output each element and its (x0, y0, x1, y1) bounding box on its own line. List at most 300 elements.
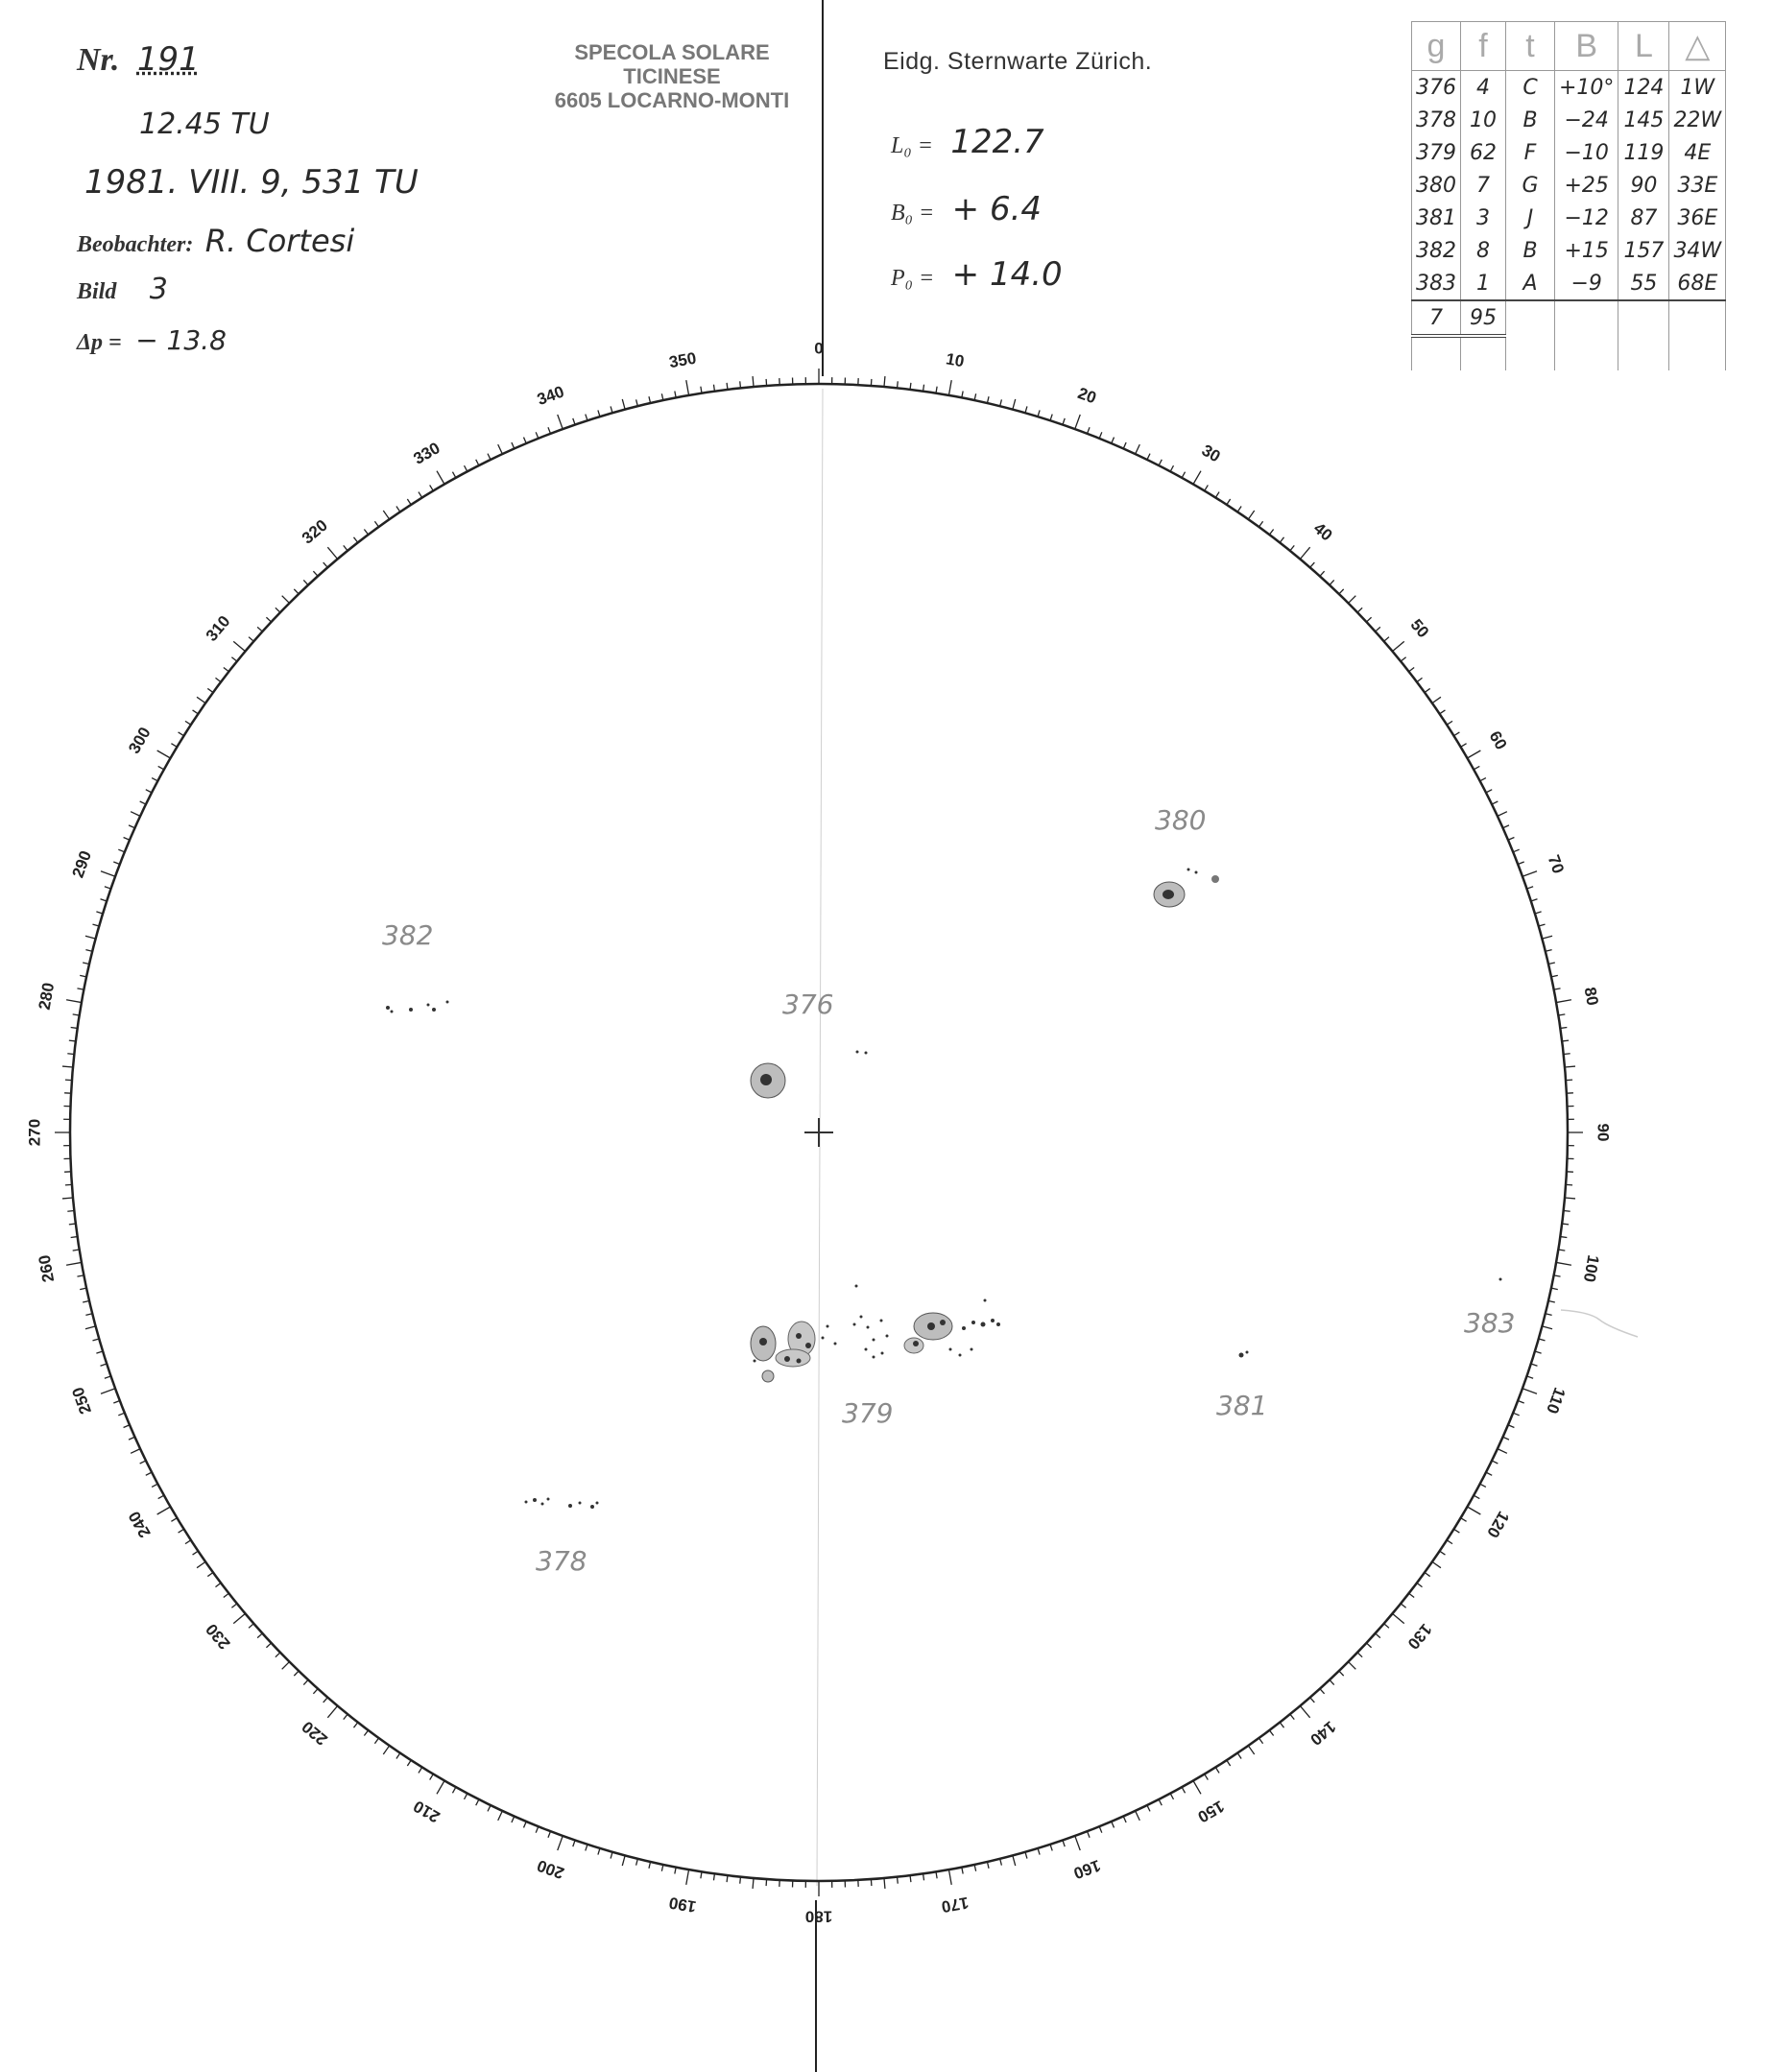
degree-tick (113, 1401, 120, 1404)
degree-label: 140 (1307, 1717, 1340, 1750)
sunspot-group-380 (1154, 869, 1219, 908)
observer-label: Beobachter: (77, 232, 194, 257)
degree-tick (598, 410, 600, 417)
degree-tick (1480, 1484, 1486, 1487)
degree-tick (1269, 529, 1273, 535)
degree-tick (158, 1495, 164, 1498)
degree-tick (257, 627, 262, 631)
degree-tick (611, 1852, 612, 1859)
degree-tick (649, 1862, 651, 1869)
degree-tick (96, 912, 103, 914)
total-groups: 7 (1412, 300, 1461, 336)
degree-tick (1193, 471, 1201, 485)
degree-tick (1551, 975, 1558, 976)
label-group-378: 378 (536, 1545, 587, 1577)
degree-tick (1513, 1413, 1519, 1416)
degree-tick (636, 399, 638, 406)
nr-value: 191 (136, 40, 200, 79)
degree-tick (131, 812, 140, 817)
sunspot-group-376 (751, 1051, 868, 1099)
degree-tick (1215, 492, 1219, 498)
cell-l: 119 (1618, 136, 1669, 169)
degree-tick (67, 1054, 74, 1055)
degree-tick (152, 778, 157, 781)
degree-tick (1088, 427, 1091, 434)
degree-tick (1384, 637, 1389, 642)
degree-tick (661, 393, 662, 400)
cell-g: 376 (1412, 71, 1461, 105)
degree-tick (1159, 460, 1162, 465)
degree-tick (364, 529, 368, 535)
degree-tick (383, 511, 389, 519)
degree-tick (1518, 1401, 1524, 1404)
degree-tick (1503, 825, 1509, 828)
degree-tick (1432, 1561, 1441, 1567)
degree-tick (294, 589, 299, 594)
degree-tick (1310, 1698, 1315, 1703)
degree-label: 180 (804, 1907, 833, 1926)
degree-tick (1393, 1613, 1404, 1623)
degree-tick (1088, 1831, 1091, 1838)
degree-tick (611, 406, 612, 413)
cell-b: −10 (1555, 136, 1618, 169)
degree-tick (419, 492, 422, 498)
degree-tick (1417, 1583, 1423, 1586)
degree-tick (324, 1698, 328, 1703)
degree-tick (536, 1826, 539, 1832)
sunspot-group-378 (525, 1498, 599, 1510)
degree-label: 200 (534, 1855, 567, 1883)
degree-tick (465, 1794, 467, 1799)
degree-tick (1425, 688, 1430, 692)
degree-tick (636, 1859, 638, 1866)
degree-tick (1565, 1198, 1575, 1199)
cell-delta: 36E (1669, 202, 1726, 234)
degree-tick (586, 415, 587, 421)
pencil-mark (1561, 1310, 1638, 1337)
observatory-name: Eidg. Sternwarte Zürich. (883, 48, 1153, 75)
degree-tick (105, 887, 111, 889)
degree-tick (185, 721, 191, 725)
degree-tick (179, 1529, 184, 1533)
cell-l: 145 (1618, 104, 1669, 136)
degree-tick (452, 1787, 455, 1793)
degree-tick (430, 1774, 434, 1780)
degree-tick (1376, 1633, 1380, 1638)
cell-t: C (1506, 71, 1555, 105)
degree-tick (62, 1198, 73, 1199)
cell-delta: 34W (1669, 234, 1726, 267)
nr-label: Nr. (77, 42, 120, 78)
degree-tick (1205, 485, 1209, 490)
degree-tick (987, 396, 989, 403)
degree-tick (266, 617, 271, 622)
degree-tick (118, 849, 124, 852)
degree-tick (80, 1288, 86, 1289)
cell-f: 4 (1461, 71, 1506, 105)
degree-tick (313, 1689, 318, 1694)
degree-tick (1205, 1774, 1209, 1780)
degree-tick (1013, 399, 1016, 410)
degree-tick (383, 1746, 389, 1754)
degree-tick (1170, 1794, 1173, 1799)
degree-label: 50 (1406, 615, 1433, 642)
degree-tick (374, 521, 378, 527)
degree-tick (1401, 657, 1405, 661)
degree-tick (1300, 547, 1309, 559)
degree-tick (207, 1572, 213, 1576)
cell-l: 87 (1618, 202, 1669, 234)
degree-tick (1063, 1841, 1065, 1847)
institution-line-1: SPECOLA SOLARE (574, 40, 770, 64)
degree-tick (1522, 871, 1537, 876)
degree-tick (598, 1848, 600, 1855)
degree-tick (573, 1841, 575, 1847)
degree-tick (1050, 1845, 1052, 1851)
cell-b: −24 (1555, 104, 1618, 136)
degree-tick (101, 1389, 115, 1393)
degree-tick (67, 1211, 74, 1212)
degree-label: 0 (814, 339, 824, 358)
degree-tick (523, 1822, 526, 1827)
degree-tick (1546, 1314, 1552, 1316)
degree-tick (1513, 849, 1519, 852)
degree-tick (465, 465, 467, 471)
degree-tick (1063, 418, 1065, 425)
degree-tick (661, 1865, 662, 1871)
label-group-383: 383 (1464, 1307, 1516, 1339)
degree-tick (1527, 1376, 1534, 1378)
degree-tick (498, 444, 503, 454)
cell-g: 378 (1412, 104, 1461, 136)
cell-b: +10° (1555, 71, 1618, 105)
degree-label: 250 (68, 1384, 96, 1417)
degree-tick (353, 537, 357, 543)
degree-tick (146, 1472, 152, 1475)
degree-tick (69, 1224, 76, 1225)
cell-g: 381 (1412, 202, 1461, 234)
degree-tick (1269, 1730, 1273, 1736)
degree-tick (1518, 862, 1524, 865)
degree-label: 160 (1070, 1855, 1104, 1883)
degree-tick (1535, 1351, 1542, 1353)
degree-label: 300 (125, 724, 155, 757)
b0-value: + 6.4 (951, 190, 1043, 228)
degree-tick (1548, 1300, 1555, 1302)
degree-tick (344, 545, 348, 550)
degree-tick (257, 1633, 262, 1638)
degree-label: 70 (1544, 852, 1568, 876)
cell-g: 379 (1412, 136, 1461, 169)
l0-value: 122.7 (950, 123, 1044, 161)
degree-tick (1564, 1211, 1570, 1212)
degree-tick (1000, 399, 1002, 406)
degree-tick (1376, 627, 1380, 631)
b0-label: B₀ = (891, 201, 935, 226)
degree-tick (1025, 406, 1027, 413)
degree-tick (224, 1593, 229, 1597)
degree-tick (437, 471, 444, 485)
cell-b: +15 (1555, 234, 1618, 267)
cell-g: 382 (1412, 234, 1461, 267)
degree-label: 110 (1543, 1385, 1570, 1417)
degree-tick (430, 485, 434, 490)
degree-label: 90 (1594, 1123, 1613, 1142)
degree-label: 230 (202, 1620, 234, 1654)
degree-label: 270 (25, 1118, 44, 1147)
cell-b: −9 (1555, 267, 1618, 300)
degree-tick (1539, 1339, 1546, 1341)
degree-tick (1290, 545, 1294, 550)
degree-tick (1123, 442, 1126, 448)
degree-tick (1503, 1437, 1509, 1440)
degree-tick (1339, 1671, 1344, 1676)
degree-tick (1508, 837, 1514, 840)
cell-delta: 1W (1669, 71, 1726, 105)
time-value: 12.45 TU (139, 107, 270, 141)
degree-tick (1280, 537, 1283, 543)
degree-tick (1330, 580, 1334, 584)
degree-tick (101, 1364, 108, 1366)
degree-tick (131, 1449, 140, 1454)
cell-l: 157 (1618, 234, 1669, 267)
cell-t: B (1506, 234, 1555, 267)
degree-label: 340 (534, 382, 567, 410)
degree-tick (1000, 1859, 1002, 1866)
degree-tick (910, 1875, 911, 1882)
degree-tick (233, 1613, 245, 1623)
degree-tick (1409, 667, 1415, 671)
degree-label: 80 (1580, 986, 1602, 1008)
degree-tick (1548, 963, 1555, 965)
bild-value: 3 (149, 273, 168, 306)
degree-tick (407, 1760, 411, 1766)
degree-label: 30 (1198, 441, 1224, 466)
label-group-382: 382 (382, 919, 434, 951)
degree-tick (1417, 678, 1423, 681)
degree-label: 170 (940, 1893, 971, 1917)
degree-tick (396, 1753, 400, 1759)
cell-t: G (1506, 169, 1555, 202)
degree-tick (1038, 1848, 1040, 1855)
degree-tick (488, 1805, 491, 1811)
sunspot-group-379 (751, 1285, 1000, 1383)
delta-p-value: − 13.8 (135, 324, 227, 356)
degree-tick (1259, 521, 1262, 527)
institution-line-2: TICINESE (623, 64, 721, 88)
degree-tick (1542, 1326, 1552, 1329)
degree-tick (910, 383, 911, 390)
degree-tick (1556, 1262, 1571, 1265)
degree-tick (101, 871, 115, 876)
degree-tick (207, 688, 213, 692)
degree-tick (407, 499, 411, 505)
cell-b: −12 (1555, 202, 1618, 234)
degree-tick (1182, 1787, 1185, 1793)
degree-tick (1527, 887, 1534, 889)
degree-tick (1159, 1799, 1162, 1805)
degree-tick (548, 1831, 551, 1838)
degree-tick (1366, 617, 1371, 622)
degree-tick (1099, 1826, 1102, 1832)
degree-tick (884, 1878, 885, 1889)
degree-tick (171, 744, 177, 748)
degree-tick (193, 1551, 199, 1555)
degree-tick (437, 1780, 444, 1794)
degree-label: 260 (35, 1253, 59, 1284)
label-group-380: 380 (1155, 804, 1207, 836)
degree-tick (1535, 912, 1542, 914)
degree-tick (1075, 1836, 1080, 1850)
degree-tick (231, 657, 236, 661)
degree-tick (987, 1862, 989, 1869)
degree-label: 10 (944, 349, 966, 371)
degree-tick (249, 637, 253, 642)
degree-tick (179, 732, 184, 736)
degree-label: 310 (202, 611, 234, 645)
degree-tick (215, 678, 221, 681)
degree-tick (1393, 641, 1404, 651)
degree-tick (727, 1875, 728, 1882)
degree-tick (276, 1653, 280, 1657)
degree-tick (1147, 454, 1150, 460)
degree-tick (80, 975, 86, 976)
degree-tick (1038, 410, 1040, 417)
degree-tick (1099, 432, 1102, 438)
degree-tick (1565, 1066, 1575, 1067)
degree-tick (1310, 562, 1315, 567)
col-header-f: f (1461, 22, 1506, 71)
cell-f: 1 (1461, 267, 1506, 300)
degree-tick (1112, 438, 1115, 443)
degree-tick (948, 1870, 951, 1885)
degree-label: 220 (298, 1717, 331, 1750)
degree-tick (231, 1604, 236, 1608)
degree-tick (686, 1870, 689, 1885)
degree-tick (282, 596, 290, 604)
degree-tick (974, 393, 975, 400)
degree-tick (488, 454, 491, 460)
degree-tick (1539, 924, 1546, 926)
cell-delta: 68E (1669, 267, 1726, 300)
degree-tick (105, 1376, 111, 1378)
degree-tick (1050, 415, 1052, 421)
degree-tick (1508, 1425, 1514, 1428)
degree-tick (1492, 801, 1498, 804)
degree-tick (140, 1461, 146, 1464)
degree-tick (1357, 1653, 1362, 1657)
degree-tick (558, 415, 563, 429)
degree-tick (118, 1413, 124, 1416)
degree-label: 320 (298, 515, 331, 548)
degree-tick (1453, 1529, 1459, 1533)
cell-t: A (1506, 267, 1555, 300)
degree-tick (1182, 472, 1185, 478)
degree-tick (1136, 444, 1140, 454)
degree-tick (586, 1845, 587, 1851)
degree-tick (622, 399, 625, 410)
degree-tick (1480, 778, 1486, 781)
degree-tick (92, 1339, 99, 1341)
cell-l: 90 (1618, 169, 1669, 202)
degree-tick (1461, 744, 1467, 748)
degree-tick (1227, 1760, 1231, 1766)
degree-tick (157, 1507, 171, 1514)
degree-tick (1384, 1624, 1389, 1629)
degree-label: 290 (68, 847, 96, 881)
degree-tick (396, 507, 400, 512)
degree-tick (140, 801, 146, 804)
degree-tick (622, 1855, 625, 1866)
bild-label: Bild (77, 279, 117, 304)
degree-tick (1215, 1767, 1219, 1773)
degree-tick (1349, 596, 1356, 604)
degree-tick (1531, 899, 1538, 901)
degree-tick (374, 1738, 378, 1744)
degree-tick (1075, 415, 1080, 429)
cell-f: 10 (1461, 104, 1506, 136)
l0-label: L₀ = (891, 133, 933, 158)
degree-label: 130 (1403, 1620, 1436, 1654)
p0-label: P₀ = (891, 266, 935, 291)
cell-t: F (1506, 136, 1555, 169)
degree-tick (1237, 507, 1241, 512)
cell-t: J (1506, 202, 1555, 234)
degree-tick (1564, 1054, 1570, 1055)
degree-tick (523, 438, 526, 443)
degree-tick (1409, 1593, 1415, 1597)
degree-tick (1112, 1822, 1115, 1827)
degree-tick (536, 432, 539, 438)
cell-delta: 22W (1669, 104, 1726, 136)
degree-tick (1025, 1852, 1027, 1859)
degree-tick (85, 1326, 96, 1329)
degree-tick (740, 381, 741, 388)
degree-tick (1357, 607, 1362, 612)
degree-tick (324, 562, 328, 567)
degree-tick (1136, 1811, 1140, 1821)
degree-tick (1498, 1449, 1507, 1454)
cell-delta: 4E (1669, 136, 1726, 169)
degree-tick (512, 442, 515, 448)
degree-tick (1366, 1643, 1371, 1648)
degree-tick (85, 936, 96, 939)
degree-tick (282, 1662, 290, 1670)
degree-tick (266, 1643, 271, 1648)
degree-tick (1447, 1540, 1452, 1544)
degree-tick (1562, 1224, 1569, 1225)
p0-value: + 14.0 (951, 255, 1063, 294)
observer-value: R. Cortesi (204, 223, 355, 259)
degree-tick (753, 376, 754, 387)
degree-tick (1425, 1572, 1430, 1576)
degree-tick (129, 825, 134, 828)
col-header-t: t (1506, 22, 1555, 71)
degree-label: 190 (667, 1893, 698, 1917)
degree-tick (1467, 750, 1480, 758)
degree-tick (1440, 710, 1446, 714)
degree-tick (1542, 936, 1552, 939)
col-header-b: B (1555, 22, 1618, 71)
degree-tick (1498, 812, 1507, 817)
degree-tick (753, 1878, 754, 1889)
label-group-381: 381 (1216, 1390, 1268, 1421)
cell-delta: 33E (1669, 169, 1726, 202)
degree-label: 280 (35, 981, 59, 1012)
degree-tick (66, 1262, 82, 1265)
degree-tick (197, 1561, 205, 1567)
degree-tick (83, 963, 89, 965)
